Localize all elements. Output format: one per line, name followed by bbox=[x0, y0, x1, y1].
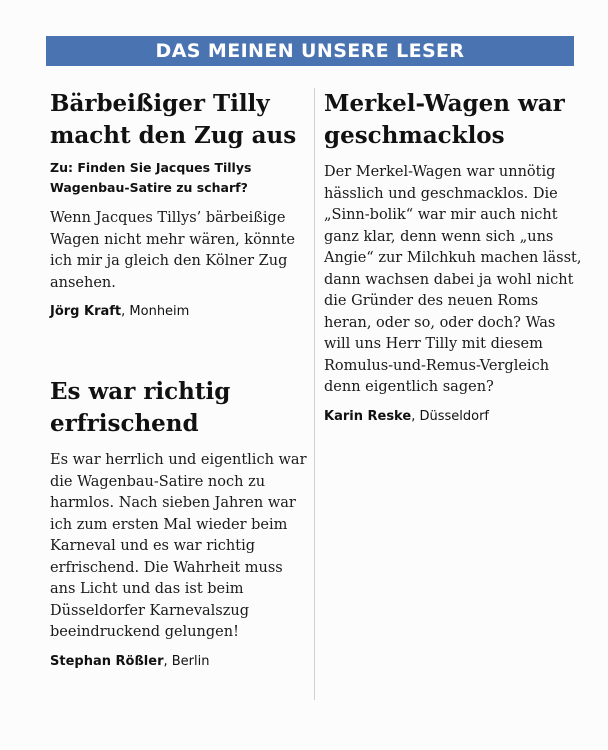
letter-1-subhead: Zu: Finden Sie Jacques Tillys Wagenbau-Satire zu scharf? bbox=[50, 160, 252, 195]
section-title: DAS MEINEN UNSERE LESER bbox=[155, 40, 465, 62]
letter-1-author: Jörg Kraft bbox=[50, 304, 122, 319]
letter-1-city: , Monheim bbox=[121, 304, 190, 319]
letter-1-byline bbox=[50, 302, 310, 322]
letter-1 bbox=[50, 88, 310, 322]
letter-3-headline: Merkel-Wagen war geschmacklos bbox=[324, 90, 565, 149]
letter-3 bbox=[324, 88, 586, 427]
letter-1-body: Wenn Jacques Tillys’ bärbeißige Wagen nicht mehr wären, könnte ich mir ja gleich den Kölner Zug ansehen. bbox=[50, 210, 295, 291]
letter-3-author: Karin Reske bbox=[324, 408, 412, 424]
letter-3-byline bbox=[324, 407, 586, 427]
letter-2-author: Stephan Rößler bbox=[50, 653, 164, 669]
letter-2-body: Es war herrlich und eigentlich war die Wagenbau-Satire noch zu harmlos. Nach sieben Jahren war ich zum ersten Mal wieder beim Karneval und es war richtig erfrischend. Die Wahrheit muss ans Licht und das ist beim Düsseldorfer Karnevalszug beeindruckend gelungen! bbox=[50, 452, 307, 640]
column-divider bbox=[314, 88, 315, 700]
letter-2-byline bbox=[50, 652, 310, 672]
letter-1-headline: Bärbeißiger Tilly macht den Zug aus bbox=[50, 90, 297, 149]
letter-2-city: , Berlin bbox=[163, 653, 210, 669]
letter-2-headline: Es war richtig erfrischend bbox=[50, 378, 231, 437]
section-banner bbox=[46, 36, 574, 66]
letter-2 bbox=[50, 376, 310, 672]
letter-3-city: , Düsseldorf bbox=[411, 408, 489, 424]
letter-3-body: Der Merkel-Wagen war unnötig hässlich und geschmacklos. Die „Sinn-bolik“ war mir auch nicht ganz klar, denn wenn sich „uns Angie“ zur Milchkuh machen lässt, dann wachsen dabei ja wohl nicht die Gründer des neuen Roms heran, oder so, oder doch? Was will uns Herr Tilly mit diesem Romulus-und-Remus-Vergleich denn eigentlich sagen? bbox=[324, 164, 582, 395]
